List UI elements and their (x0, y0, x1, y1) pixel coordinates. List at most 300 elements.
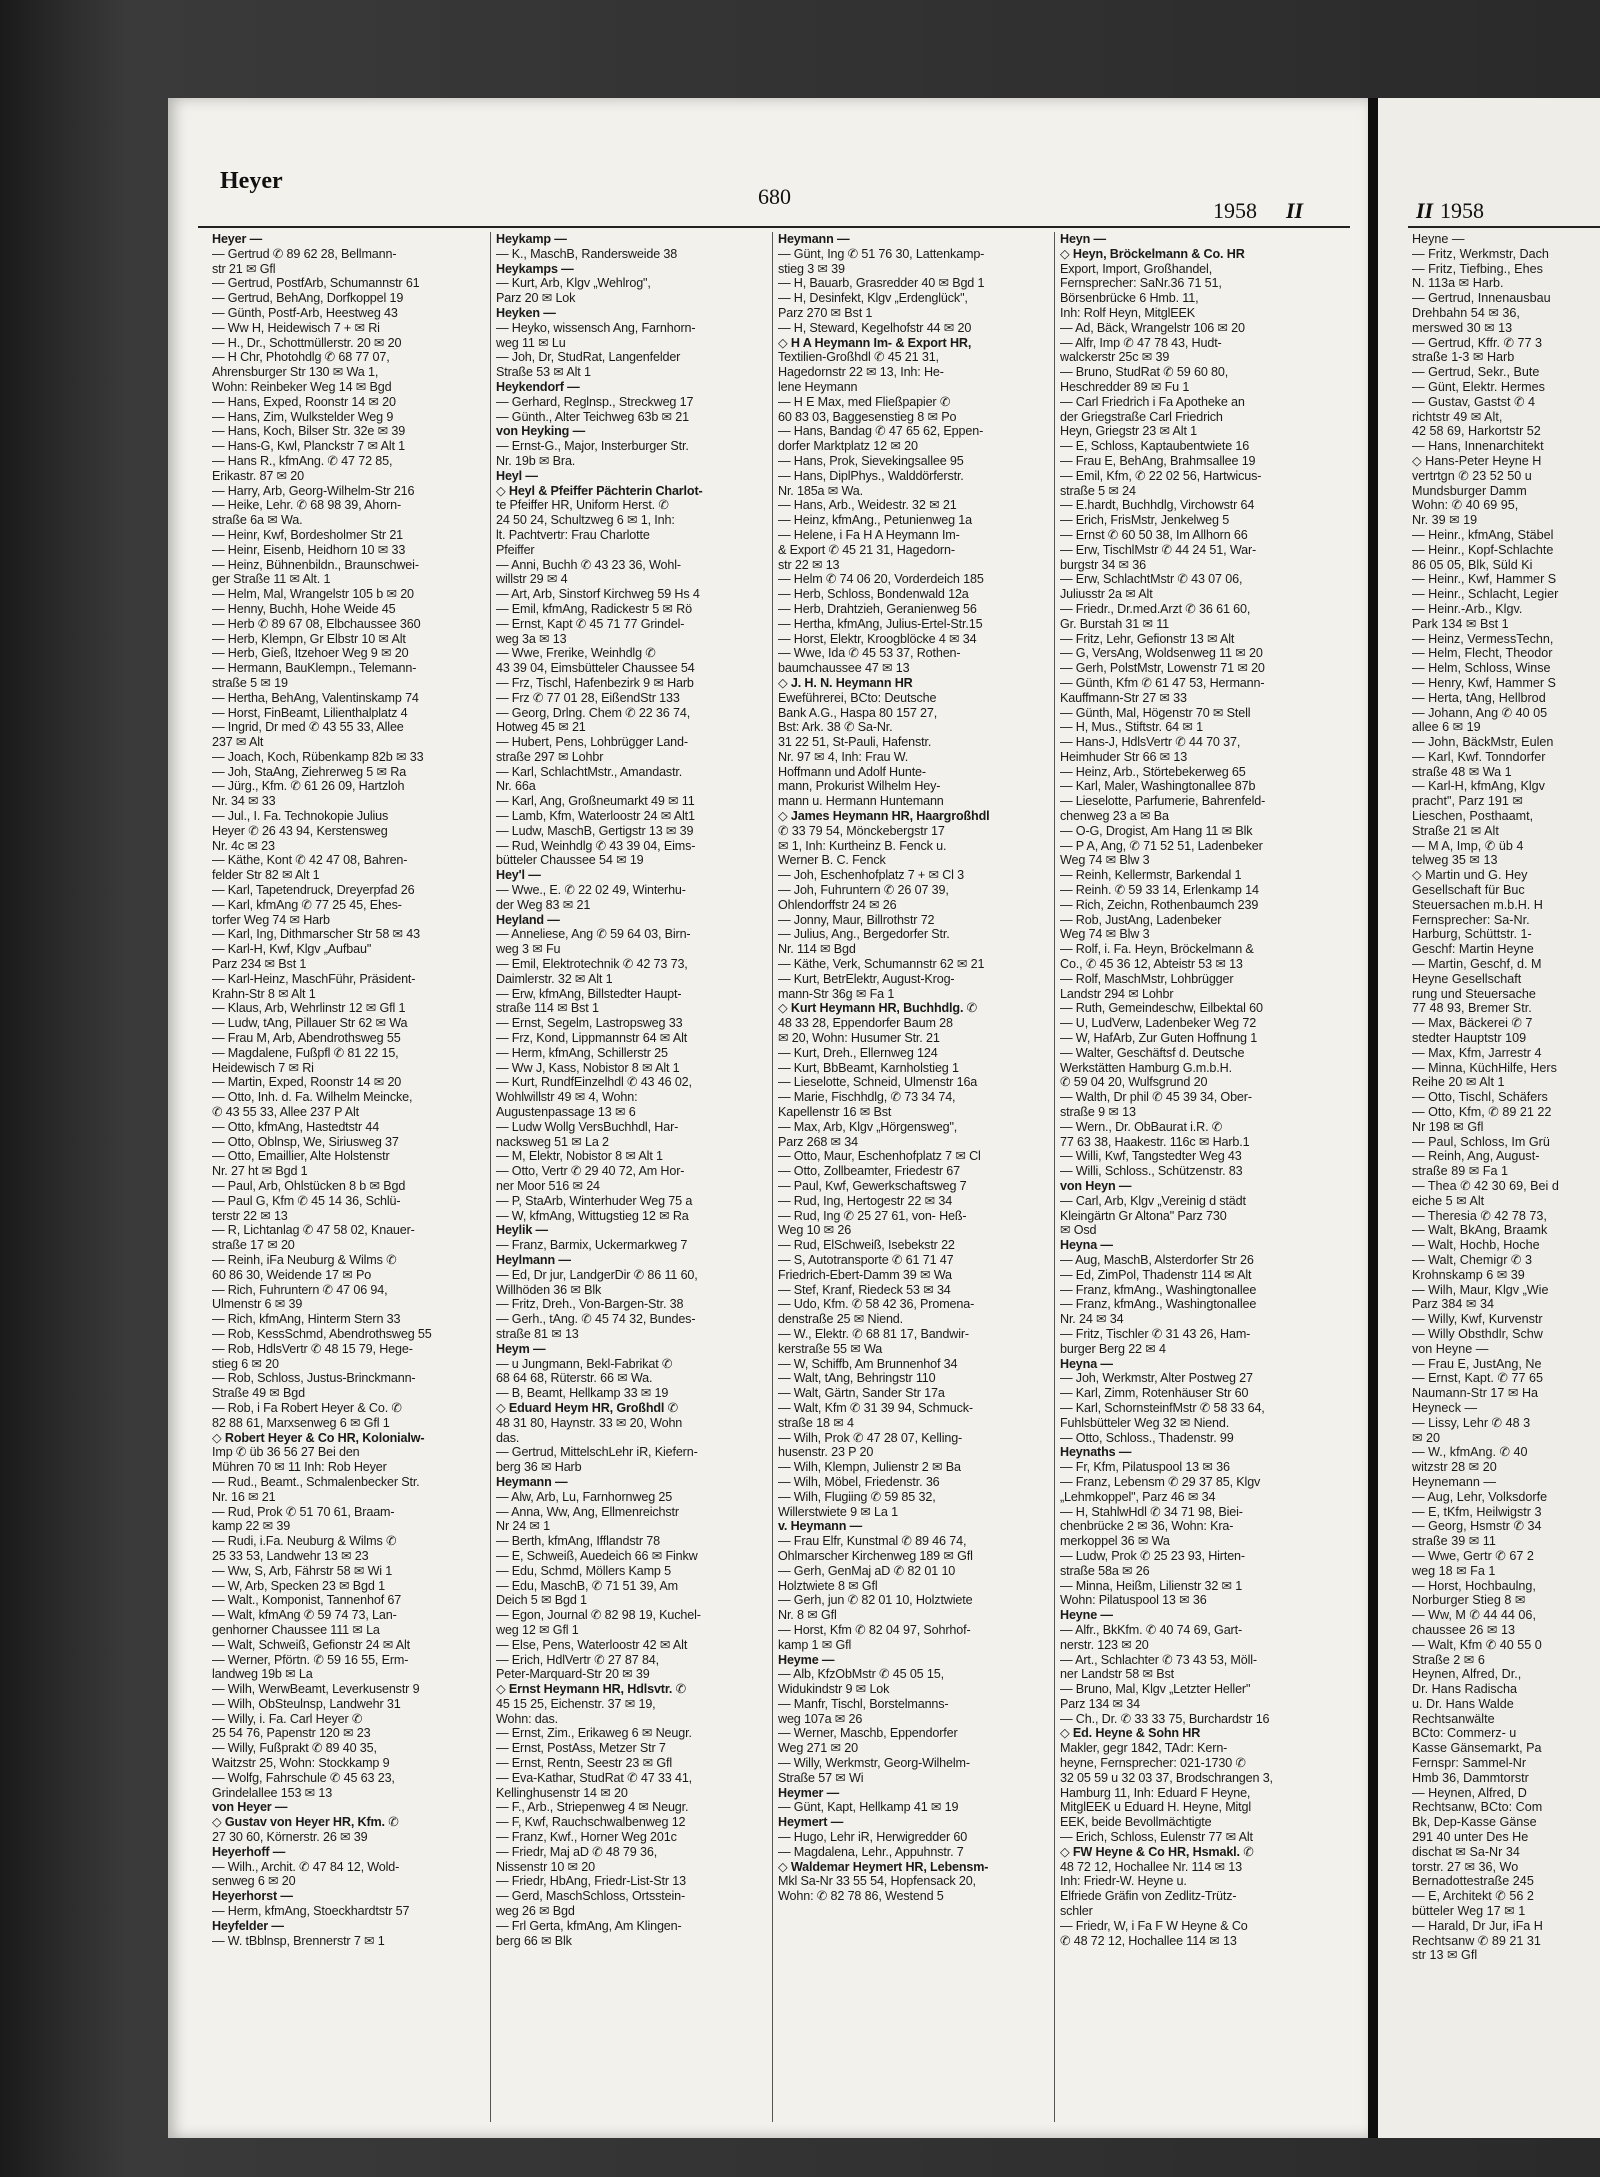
directory-entry-line: — Karl, Kwf. Tonndorfer (1412, 749, 1546, 764)
right-directory-column (1412, 232, 1600, 1963)
directory-entry-line: Pfeiffer (496, 542, 535, 557)
directory-entry-line: Heyna — (1060, 1238, 1113, 1253)
directory-entry-line: Kellinghusenstr 14 ✉ 20 (496, 1785, 628, 1800)
directory-entry-line: torstr. 27 ✉ 36, Wo (1412, 1859, 1519, 1874)
directory-entry-line: Heymer — (778, 1785, 840, 1800)
directory-entry-line: — Lamb, Kfm, Waterloostr 24 ✉ Alt1 (496, 809, 695, 824)
directory-entry-line: — K., MaschB, Randersweide 38 (496, 246, 678, 261)
directory-entry-line: 48 33 28, Eppendorfer Baum 28 (778, 1016, 953, 1031)
directory-entry-line: Nr. 97 ✉ 4, Inh: Frau W. (778, 749, 909, 764)
directory-entry-line: ✆ 43 55 33, Allee 237 P Alt (212, 1105, 360, 1120)
directory-entry-line: — Gertrud ✆ 89 62 28, Bellmann- (212, 246, 397, 261)
directory-entry-line: — Heyko, wissensch Ang, Farnhorn- (496, 320, 696, 335)
directory-column-3 (778, 232, 1050, 1904)
directory-entry-line: landweg 19b ✉ La (212, 1667, 313, 1682)
directory-entry-line: — Hans, Koch, Bilser Str. 32e ✉ 39 (212, 424, 406, 439)
directory-entry-line: — Lieselotte, Schneid, Ulmenstr 16a (778, 1075, 978, 1090)
directory-entry-line: — Else, Pens, Waterloostr 42 ✉ Alt (496, 1637, 688, 1652)
directory-entry-line: — Wolfg, Fahrschule ✆ 45 63 23, (212, 1770, 395, 1785)
directory-entry-line: — Friedr, Maj aD ✆ 48 79 36, (496, 1844, 658, 1859)
directory-entry-line: — H., Dr., Schottmüllerstr. 20 ✉ 20 (212, 335, 402, 350)
directory-entry-line: — Hertha, kfmAng, Julius-Ertel-Str.15 (778, 616, 983, 631)
directory-entry-line: — W, Schiffb, Am Brunnenhof 34 (778, 1356, 958, 1371)
directory-entry-line: burger Berg 22 ✉ 4 (1060, 1341, 1166, 1356)
directory-entry-line: — Horst, FinBeamt, Lilienthalplatz 4 (212, 705, 408, 720)
directory-entry-line: — Ch., Dr. ✆ 33 33 75, Burchardstr 16 (1060, 1711, 1270, 1726)
directory-entry-line: weg 12 ✉ Gfl 1 (496, 1622, 579, 1637)
directory-entry-line: Heyn — (1060, 232, 1106, 246)
directory-entry-line: Parz 384 ✉ 34 (1412, 1297, 1494, 1312)
directory-entry-line: — Hans, Zim, Wulkstelder Weg 9 (212, 409, 394, 424)
directory-entry-line: Nr. 185a ✉ Wa. (778, 483, 863, 498)
directory-entry-line: — Gerh, PolstMstr, Lowenstr 71 ✉ 20 (1060, 661, 1265, 676)
directory-entry-line: — Ruth, Gemeindeschw, Eilbektal 60 (1060, 1001, 1263, 1016)
directory-entry-line: lt. Pachtvertr: Frau Charlotte (496, 527, 650, 542)
directory-entry-line: — Walt, Kfm ✆ 40 55 0 (1412, 1637, 1542, 1652)
directory-entry-line: — Lissy, Lehr ✆ 48 3 (1412, 1415, 1531, 1430)
directory-entry-line: richtstr 49 ✉ Alt, (1412, 409, 1503, 424)
directory-entry-line: ◇ J. H. N. Heymann HR (778, 675, 913, 690)
directory-entry-line: — H Chr, Photohdlg ✆ 68 77 07, (212, 350, 390, 365)
directory-entry-line: — Alw, Arb, Lu, Farnhornweg 25 (496, 1489, 673, 1504)
directory-entry-line: — Hugo, Lehr iR, Herwigredder 60 (778, 1830, 968, 1845)
directory-entry-line: — U, LudVerw, Ladenbeker Weg 72 (1060, 1016, 1257, 1031)
directory-entry-line: Parz 134 ✉ 34 (1060, 1696, 1141, 1711)
directory-entry-line: straße 114 ✉ Bst 1 (496, 1001, 599, 1016)
directory-entry-line: — Minna, Heißm, Lilienstr 32 ✉ 1 (1060, 1578, 1243, 1593)
directory-entry-line: Heylik — (496, 1223, 548, 1238)
directory-entry-line: — Karl-Heinz, MaschFühr, Präsident- (212, 971, 416, 986)
directory-entry-line: — M, Elektr, Nobistor 8 ✉ Alt 1 (496, 1149, 663, 1164)
directory-entry-line: straße 58a ✉ 26 (1060, 1563, 1150, 1578)
directory-entry-line: straße 297 ✉ Lohbr (496, 749, 604, 764)
directory-entry-line: Hmb 36, Dammtorstr (1412, 1770, 1529, 1785)
directory-entry-line: — Herb ✆ 89 67 08, Elbchaussee 360 (212, 616, 421, 631)
directory-entry-line: Nr. 27 ht ✉ Bgd 1 (212, 1164, 308, 1179)
directory-entry-line: — Günth, Postf-Arb, Heestweg 43 (212, 305, 398, 320)
directory-entry-line: Naumann-Str 17 ✉ Ha (1412, 1386, 1539, 1401)
directory-entry-line: Willhöden 36 ✉ Blk (496, 1282, 602, 1297)
directory-entry-line: Gesellschaft für Buc (1412, 883, 1525, 898)
directory-entry-line: — W, HafArb, Zur Guten Hoffnung 1 (1060, 1031, 1258, 1046)
directory-entry-line: — Hans, DiplPhys., Walddörferstr. (778, 468, 964, 483)
directory-entry-line: — H, StahlwHdl ✆ 34 71 98, Biei- (1060, 1504, 1243, 1519)
directory-entry-line: — Joh, Werkmstr, Alter Postweg 27 (1060, 1371, 1253, 1386)
directory-entry-line: — Karl, Ang, Großneumarkt 49 ✉ 11 (496, 794, 695, 809)
directory-entry-line: — Karl, SchornsteinfMstr ✆ 58 33 64, (1060, 1400, 1265, 1415)
directory-page-right (1378, 98, 1600, 2138)
directory-entry-line: — Paul, Arb, Ohlstücken 8 b ✉ Bgd (212, 1179, 406, 1193)
directory-entry-line: ✉ 20, Wohn: Husumer Str. 21 (778, 1031, 940, 1046)
directory-entry-line: — Bruno, Mal, Klgv „Letzter Heller" (1060, 1682, 1251, 1697)
directory-entry-line: — Gerh., tAng. ✆ 45 74 32, Bundes- (496, 1312, 696, 1327)
directory-entry-line: Textilien-Großhdl ✆ 45 21 31, (778, 350, 939, 365)
directory-entry-line: Ahrensburger Str 130 ✉ Wa 1, (212, 365, 379, 380)
directory-entry-line: — W, kfmAng, Wittugstieg 12 ✉ Ra (496, 1208, 689, 1223)
directory-entry-line: — Magdalena, Lehr., Appuhnstr. 7 (778, 1844, 964, 1859)
directory-entry-line: — Hans, Exped, Roonstr 14 ✉ 20 (212, 394, 396, 409)
directory-entry-line: — Erich, FrisMstr, Jenkelweg 5 (1060, 513, 1230, 528)
directory-entry-line: Augustenpassage 13 ✉ 6 (496, 1105, 636, 1120)
directory-entry-line: weg 18 ✉ Fa 1 (1412, 1563, 1496, 1578)
directory-entry-line: Wohn: Reinbeker Weg 14 ✉ Bgd (212, 379, 392, 394)
directory-entry-line: — Franz, kfmAng., Washingtonallee (1060, 1297, 1257, 1312)
directory-entry-line: — E, Schweiß, Auedeich 66 ✉ Finkw (496, 1548, 698, 1563)
directory-entry-line: — Reinh, Ang, August- (1412, 1149, 1540, 1164)
directory-entry-line: stieg 3 ✉ 39 (778, 261, 845, 276)
directory-entry-line: 60 86 30, Weidende 17 ✉ Po (212, 1267, 372, 1282)
directory-entry-line: torfer Weg 74 ✉ Harb (212, 912, 330, 927)
directory-entry-line: — Rud, Prok ✆ 51 70 61, Braam- (212, 1504, 395, 1519)
directory-column-4 (1060, 232, 1360, 1948)
directory-entry-line: — Franz, Barmix, Uckermarkweg 7 (496, 1238, 688, 1253)
directory-entry-line: schler (1060, 1904, 1093, 1919)
directory-entry-line: Kapellenstr 16 ✉ Bst (778, 1105, 892, 1120)
right-running-head-volume: II (1416, 198, 1434, 223)
directory-entry-line: — Horst, Elektr, Kroogblöcke 4 ✉ 34 (778, 631, 977, 646)
running-head-volume: II (1286, 198, 1304, 223)
directory-entry-line: — Ludw Wollg VersBuchhdl, Har- (496, 1119, 679, 1134)
directory-entry-line: nacksweg 51 ✉ La 2 (496, 1134, 609, 1149)
directory-entry-line: — Walt, Hochb, Hoche (1412, 1238, 1540, 1253)
directory-entry-line: ◇ Eduard Heym HR, Großhdl ✆ (496, 1400, 679, 1415)
directory-entry-line: Parz 270 ✉ Bst 1 (778, 305, 873, 320)
directory-entry-line: — Günt, Kapt, Hellkamp 41 ✉ 19 (778, 1800, 959, 1815)
directory-entry-line: Friedrich-Ebert-Damm 39 ✉ Wa (778, 1267, 952, 1282)
directory-entry-line: mann u. Hermann Huntemann (778, 794, 944, 809)
directory-entry-line: — Helm ✆ 74 06 20, Vorderdeich 185 (778, 572, 984, 587)
directory-entry-line: ✉ 20 (1412, 1430, 1441, 1445)
directory-entry-line: Willerstwiete 9 ✉ La 1 (778, 1504, 898, 1519)
directory-entry-line: — Franz, kfmAng., Washingtonallee (1060, 1282, 1257, 1297)
directory-entry-line: Wohn: Pilatuspool 13 ✉ 36 (1060, 1593, 1207, 1608)
directory-entry-line: stedter Hauptstr 109 (1412, 1031, 1527, 1046)
directory-entry-line: — Rud, Ing, Hertogestr 22 ✉ 34 (778, 1193, 953, 1208)
directory-entry-line: ◇ Heyn, Bröckelmann & Co. HR (1060, 246, 1245, 261)
directory-entry-line: witzstr 28 ✉ 20 (1412, 1460, 1497, 1475)
directory-entry-line: — Klaus, Arb, Wehrlinstr 12 ✉ Gfl 1 (212, 1001, 406, 1016)
directory-entry-line: — Aug, Lehr, Volksdorfe (1412, 1489, 1548, 1504)
directory-entry-line: — W. tBblnsp, Brennerstr 7 ✉ 1 (212, 1933, 385, 1948)
directory-entry-line: — Otto, Oblnsp, We, Siriusweg 37 (212, 1134, 399, 1149)
directory-entry-line: — Friedr, HbAng, Friedr-List-Str 13 (496, 1874, 687, 1889)
right-running-head-year: 1958 (1440, 198, 1484, 223)
directory-entry-line: von Heyn — (1060, 1179, 1132, 1193)
directory-entry-line: — Lieselotte, Parfumerie, Bahrenfeld- (1060, 794, 1266, 809)
directory-entry-line: nerstr. 123 ✉ 20 (1060, 1637, 1149, 1652)
directory-entry-line: — Wilh, WerwBeamt, Leverkusenstr 9 (212, 1682, 420, 1697)
directory-entry-line: Bank A.G., Haspa 80 157 27, (778, 705, 938, 720)
directory-entry-line: „Lehmkoppel", Parz 46 ✉ 34 (1060, 1489, 1216, 1504)
directory-entry-line: — Wilh, Maur, Klgv „Wie (1412, 1282, 1549, 1297)
directory-entry-line: 77 63 38, Haakestr. 116c ✉ Harb.1 (1060, 1134, 1250, 1149)
directory-entry-line: — Frz ✆ 77 01 28, EißendStr 133 (496, 690, 680, 705)
directory-entry-line: Börsenbrücke 6 Hmb. 11, (1060, 291, 1199, 306)
directory-entry-line: — Walt, Gärtn, Sander Str 17a (778, 1386, 945, 1401)
directory-entry-line: — Wwe, Frerike, Weinhdlg ✆ (496, 646, 656, 661)
directory-entry-line: merkoppel 36 ✉ Wa (1060, 1534, 1170, 1549)
directory-entry-line: Mkl Sa-Nr 33 55 54, Hopfensack 20, (778, 1874, 976, 1889)
directory-entry-line: Fuhlsbütteler Weg 32 ✉ Niend. (1060, 1415, 1230, 1430)
directory-entry-line: — Wwe, Gertr ✆ 67 2 (1412, 1548, 1534, 1563)
directory-entry-line: str 21 ✉ Gfl (212, 261, 276, 276)
directory-entry-line: — Ernst-G., Major, Insterburger Str. (496, 439, 689, 454)
directory-entry-line: Heidewisch 7 ✉ Ri (212, 1060, 314, 1075)
directory-entry-line: — Hans, Arb., Weidestr. 32 ✉ 21 (778, 498, 957, 513)
directory-entry-line: der Weg 83 ✉ 21 (496, 897, 591, 912)
directory-entry-line: — Ernst, PostAss, Metzer Str 7 (496, 1741, 666, 1756)
directory-entry-line: — Otto, Tischl, Schäfers (1412, 1090, 1548, 1105)
directory-entry-line: ◇ Heyl & Pfeiffer Pächterin Charlot- (496, 483, 703, 498)
directory-entry-line: ✉ 1, Inh: Kurtheinz B. Fenck u. (778, 838, 947, 853)
directory-entry-line: — Jul., I. Fa. Technokopie Julius (212, 809, 389, 824)
directory-entry-line: dischat ✉ Sa-Nr 34 (1412, 1844, 1520, 1859)
directory-entry-line: — F., Arb., Striepenweg 4 ✉ Neugr. (496, 1800, 689, 1815)
directory-entry-line: — Ww J, Kass, Nobistor 8 ✉ Alt 1 (496, 1060, 680, 1075)
directory-entry-line: — Emil, Elektrotechnik ✆ 42 73 73, (496, 957, 688, 972)
directory-entry-line: ◇ Robert Heyer & Co HR, Kolonialw- (212, 1430, 425, 1445)
directory-entry-line: — Art, Arb, Sinstorf Kirchweg 59 Hs 4 (496, 587, 700, 602)
column-divider (490, 232, 491, 2122)
directory-entry-line: — Horst, Hochbaulng, (1412, 1578, 1536, 1593)
directory-entry-line: Bk, Dep-Kasse Gänse (1412, 1815, 1537, 1830)
directory-entry-line: Wohn: ✆ 82 78 86, Westend 5 (778, 1889, 944, 1904)
directory-entry-line: EEK, beide Bevollmächtigte (1060, 1815, 1212, 1830)
running-head-year: 1958 (1213, 198, 1257, 223)
directory-entry-line: — Günt, Elektr. Hermes (1412, 379, 1545, 394)
directory-entry-line: 24 50 24, Schultzweg 6 ✉ 1, Inh: (496, 513, 675, 528)
directory-entry-line: Nr. 114 ✉ Bgd (778, 942, 856, 957)
directory-entry-line: — Kurt, Arb, Klgv „Wehlrog", (496, 276, 651, 291)
directory-entry-line: Nr. 16 ✉ 21 (212, 1489, 276, 1504)
directory-entry-line: — W., kfmAng. ✆ 40 (1412, 1445, 1528, 1460)
directory-entry-line: — Karl, SchlachtMstr., Amandastr. (496, 764, 683, 779)
directory-entry-line: — Günth, Mal, Högenstr 70 ✉ Stell (1060, 705, 1251, 720)
directory-entry-line: 25 33 53, Landwehr 13 ✉ 23 (212, 1548, 369, 1563)
directory-entry-line: — Franz, Lebensm ✆ 29 37 85, Klgv (1060, 1474, 1261, 1489)
directory-entry-line: — Henry, Kwf, Hammer S (1412, 675, 1556, 690)
directory-entry-line: — Otto, Emaillier, Alte Holstenstr (212, 1149, 390, 1164)
directory-entry-line: Heimhuder Str 66 ✉ 13 (1060, 749, 1188, 764)
directory-entry-line: 27 30 60, Körnerstr. 26 ✉ 39 (212, 1830, 368, 1845)
directory-entry-line: — Wilh, Möbel, Friedenstr. 36 (778, 1474, 940, 1489)
directory-entry-line: Makler, gegr 1842, TAdr: Kern- (1060, 1741, 1228, 1756)
directory-entry-line: 25 54 76, Papenstr 120 ✉ 23 (212, 1726, 371, 1741)
directory-entry-line: Wohn: ✆ 40 69 95, (1412, 498, 1519, 513)
directory-entry-line: ◇ Kurt Heymann HR, Buchhdlg. ✆ (778, 1001, 978, 1016)
directory-entry-line: — Otto, Kfm, ✆ 89 21 22 (1412, 1105, 1552, 1120)
directory-entry-line: Straße 2 ✉ 6 (1412, 1652, 1485, 1667)
directory-entry-line: — Heinr, Eisenb, Heidhorn 10 ✉ 33 (212, 542, 406, 557)
directory-entry-line: — Herta, tAng, Hellbrod (1412, 690, 1546, 705)
directory-entry-line: — Hermann, BauKlempn., Telemann- (212, 661, 417, 676)
directory-entry-line: Heyn, Griegstr 23 ✉ Alt 1 (1060, 424, 1197, 439)
directory-entry-line: Ohlmarscher Kirchenweg 189 ✉ Gfl (778, 1548, 973, 1563)
directory-entry-line: von Heyer — (212, 1800, 288, 1815)
directory-entry-line: Weg 74 ✉ Blw 3 (1060, 927, 1150, 942)
directory-entry-line: weg 11 ✉ Lu (496, 335, 566, 350)
directory-entry-line: Nr. 39 ✉ 19 (1412, 513, 1478, 528)
directory-entry-line: 291 40 unter Des He (1412, 1830, 1529, 1845)
directory-entry-line: — Kurt, BetrElektr, August-Krog- (778, 971, 955, 986)
directory-entry-line: kamp 1 ✉ Gfl (778, 1637, 852, 1652)
directory-entry-line: Heyne Gesellschaft (1412, 971, 1522, 986)
directory-entry-line: Hamburg 11, Inh: Eduard F Heyne, (1060, 1785, 1251, 1800)
directory-entry-line: Eweführerei, BCto: Deutsche (778, 690, 937, 705)
right-header-rule (1408, 226, 1600, 228)
directory-entry-line: — Rud, Ing ✆ 25 27 61, von- Heß- (778, 1208, 967, 1223)
directory-entry-line: rung und Steuersache (1412, 986, 1536, 1001)
directory-entry-line: — Rob, KessSchmd, Abendrothsweg 55 (212, 1326, 432, 1341)
directory-entry-line: Nr. 24 ✉ 34 (1060, 1312, 1124, 1327)
directory-entry-line: — R, Lichtanlag ✆ 47 58 02, Knauer- (212, 1223, 415, 1238)
directory-entry-line: Heyfelder — (212, 1918, 284, 1933)
directory-entry-line: kerstraße 55 ✉ Wa (778, 1341, 883, 1356)
directory-entry-line: — Ed, Dr jur, LandgerDir ✆ 86 11 60, (496, 1267, 698, 1282)
directory-entry-line: — Fritz, Tischler ✆ 31 43 26, Ham- (1060, 1326, 1251, 1341)
directory-entry-line: — Ernst, Segelm, Lastropsweg 33 (496, 1016, 683, 1031)
directory-entry-line: — E, tKfm, Heilwigstr 3 (1412, 1504, 1542, 1519)
directory-entry-line: — Helm, Schloss, Winse (1412, 661, 1551, 676)
directory-entry-line: — Heinr., Kwf, Hammer S (1412, 572, 1557, 587)
directory-entry-line: der Griegstraße Carl Friedrich (1060, 409, 1223, 424)
directory-entry-line: — B, Beamt, Hellkamp 33 ✉ 19 (496, 1386, 669, 1401)
directory-entry-line: — Paul G, Kfm ✆ 45 14 36, Schlü- (212, 1193, 401, 1208)
directory-entry-line: Kasse Gänsemarkt, Pa (1412, 1741, 1542, 1756)
directory-entry-line: — Karl, Ing, Dithmarscher Str 58 ✉ 43 (212, 927, 420, 942)
directory-entry-line: — Georg, Hsmstr ✆ 34 (1412, 1519, 1542, 1534)
directory-entry-line: Nr. 4c ✉ 23 (212, 838, 275, 853)
directory-entry-line: — Manfr, Tischl, Borstelmanns- (778, 1696, 949, 1711)
directory-entry-line: — G, VersAng, Woldsenweg 11 ✉ 20 (1060, 646, 1263, 661)
directory-entry-line: ◇ Ernst Heymann HR, Hdlsvtr. ✆ (496, 1682, 686, 1697)
directory-entry-line: — Joh, StaAng, Ziehrerweg 5 ✉ Ra (212, 764, 407, 779)
directory-entry-line: — Gerhard, Reglnsp., Streckweg 17 (496, 394, 694, 409)
directory-entry-line: — Heinr., Kopf-Schlachte (1412, 542, 1554, 557)
directory-entry-line: — Carl, Arb, Klgv „Vereinig d städt (1060, 1193, 1246, 1208)
directory-entry-line: telweg 35 ✉ 13 (1412, 853, 1498, 868)
directory-entry-line: — Frau E, JustAng, Ne (1412, 1356, 1542, 1371)
directory-entry-line: — Rolf, i. Fa. Heyn, Bröckelmann & (1060, 942, 1254, 957)
directory-entry-line: — Willy Obsthdlr, Schw (1412, 1326, 1543, 1341)
directory-entry-line: — Julius, Ang., Bergedorfer Str. (778, 927, 950, 942)
directory-entry-line: Nr. 66a (496, 779, 536, 794)
directory-entry-line: — Hans R., kfmAng. ✆ 47 72 85, (212, 453, 393, 468)
directory-entry-line: — Walth, Dr phil ✆ 45 39 34, Ober- (1060, 1090, 1252, 1105)
directory-entry-line: 77 48 93, Bremer Str. (1412, 1001, 1532, 1016)
directory-entry-line: v. Heymann — (778, 1519, 863, 1534)
directory-entry-line: — Rich, Fuhruntern ✆ 47 06 94, (212, 1282, 388, 1297)
directory-entry-line: — Rud., Beamt., Schmalenbecker Str. (212, 1474, 420, 1489)
directory-entry-line: — Otto, Maur, Eschenhofplatz 7 ✉ Cl (778, 1149, 981, 1164)
directory-entry-line: 82 88 61, Marxsenweg 6 ✉ Gfl 1 (212, 1415, 390, 1430)
directory-entry-line: ◇ Martin und G. Hey (1412, 868, 1528, 883)
directory-entry-line: — Edu, Schmd, Möllers Kamp 5 (496, 1563, 671, 1578)
directory-entry-line: — u Jungmann, Bekl-Fabrikat ✆ (496, 1356, 673, 1371)
directory-entry-line: Heyna — (1060, 1356, 1113, 1371)
directory-entry-line: — Karl, Zimm, Rotenhäuser Str 60 (1060, 1386, 1249, 1401)
directory-entry-line: — Reinh, Kellermstr, Barkendal 1 (1060, 868, 1242, 883)
directory-entry-line: — Herb, Schloss, Bondenwald 12a (778, 587, 969, 602)
directory-entry-line: — Herm, kfmAng, Stoeckhardtstr 57 (212, 1904, 410, 1919)
directory-entry-line: — Willy, Werkmstr, Georg-Wilhelm- (778, 1756, 970, 1771)
directory-entry-line: Peter-Marquard-Str 20 ✉ 39 (496, 1667, 650, 1682)
directory-entry-line: bütteler Chaussee 54 ✉ 19 (496, 853, 644, 868)
directory-entry-line: Straße 53 ✉ Alt 1 (496, 365, 591, 380)
directory-entry-line: Grindelallee 153 ✉ 13 (212, 1785, 333, 1800)
directory-entry-line: — Horst, Kfm ✆ 82 04 97, Sohrhof- (778, 1622, 971, 1637)
directory-entry-line: — E, Architekt ✆ 56 2 (1412, 1889, 1534, 1904)
directory-entry-line: Rechtsanw, BCto: Com (1412, 1800, 1543, 1815)
directory-entry-line: — Anneliese, Ang ✆ 59 64 03, Birn- (496, 927, 691, 942)
directory-entry-line: — Ad, Bäck, Wrangelstr 106 ✉ 20 (1060, 320, 1245, 335)
directory-entry-line: eiche 5 ✉ Alt (1412, 1193, 1485, 1208)
directory-entry-line: — Gertrud, Sekr., Bute (1412, 365, 1540, 380)
directory-entry-line: ◇ Gustav von Heyer HR, Kfm. ✆ (212, 1815, 399, 1830)
directory-entry-line: — Rob, HdlsVertr ✆ 48 15 79, Hege- (212, 1341, 413, 1356)
directory-entry-line: Widukindstr 9 ✉ Lok (778, 1682, 890, 1697)
directory-entry-line: straße 48 ✉ Wa 1 (1412, 764, 1512, 779)
directory-entry-line: Holztwiete 8 ✉ Gfl (778, 1578, 878, 1593)
directory-entry-line: — Käthe, Kont ✆ 42 47 08, Bahren- (212, 853, 408, 868)
directory-entry-line: — Fr, Kfm, Pilatuspool 13 ✉ 36 (1060, 1460, 1230, 1475)
directory-entry-line: 68 64 68, Rüterstr. 66 ✉ Wa. (496, 1371, 653, 1386)
directory-entry-line: — Karl, Maler, Washingtonallee 87b (1060, 779, 1256, 794)
column-divider (1054, 232, 1055, 2122)
directory-entry-line: 45 15 25, Eichenstr. 37 ✉ 19, (496, 1696, 656, 1711)
directory-entry-line: Rechtsanwälte (1412, 1711, 1495, 1726)
directory-entry-line: — Max, Kfm, Jarrestr 4 (1412, 1045, 1542, 1060)
directory-entry-line: Heyneck — (1412, 1400, 1478, 1415)
directory-entry-line: — Wwe, Ida ✆ 45 53 37, Rothen- (778, 646, 961, 661)
directory-entry-line: Hotweg 45 ✉ 21 (496, 720, 586, 735)
directory-entry-line: allee 6 ✉ 19 (1412, 720, 1481, 735)
directory-entry-line: — Alfr, Imp ✆ 47 78 43, Hudt- (1060, 335, 1222, 350)
directory-entry-line: Weg 271 ✉ 20 (778, 1741, 858, 1756)
directory-entry-line: — Rob, i Fa Robert Heyer & Co. ✆ (212, 1400, 402, 1415)
directory-entry-line: — Rich, Zeichn, Rothenbaumch 239 (1060, 897, 1259, 912)
directory-page-left (168, 98, 1368, 2138)
directory-entry-line: Nr. 8 ✉ Gfl (778, 1608, 837, 1623)
directory-entry-line: Heyne — (1060, 1608, 1113, 1623)
directory-entry-line: — Fritz, Dreh., Von-Bargen-Str. 38 (496, 1297, 684, 1312)
directory-entry-line: — Franz, Kwf., Horner Weg 201c (496, 1830, 677, 1845)
directory-entry-line: — Gerh, GenMaj aD ✆ 82 01 10 (778, 1563, 956, 1578)
directory-entry-line: walckerstr 25c ✉ 39 (1060, 350, 1170, 365)
directory-entry-line: Reihe 20 ✉ Alt 1 (1412, 1075, 1505, 1090)
directory-entry-line: 48 31 80, Haynstr. 33 ✉ 20, Wohn (496, 1415, 683, 1430)
directory-entry-line: lene Heymann (778, 379, 858, 394)
directory-entry-line: ✉ Osd (1060, 1223, 1097, 1238)
directory-entry-line: Juliusstr 2a ✉ Alt (1060, 587, 1153, 602)
directory-entry-line: — Ed, ZimPol, Thadenstr 114 ✉ Alt (1060, 1267, 1252, 1282)
directory-entry-line: husenstr. 23 P 20 (778, 1445, 874, 1460)
directory-entry-line: Landstr 294 ✉ Lohbr (1060, 986, 1174, 1001)
directory-entry-line: — Erw, SchlachtMstr ✆ 43 07 06, (1060, 572, 1243, 587)
directory-entry-line: willstr 29 ✉ 4 (496, 572, 568, 587)
directory-entry-line: — Gertrud, BehAng, Dorfkoppel 19 (212, 291, 404, 306)
directory-entry-line: straße 1-3 ✉ Harb (1412, 350, 1515, 365)
directory-entry-line: Straße 21 ✉ Alt (1412, 823, 1499, 838)
directory-entry-line: Nr 198 ✉ Gfl (1412, 1119, 1484, 1134)
directory-entry-line: — Edu, MaschB, ✆ 71 51 39, Am (496, 1578, 678, 1593)
directory-entry-line: Parz 20 ✉ Lok (496, 291, 576, 306)
directory-entry-line: — Hans, Bandag ✆ 47 65 62, Eppen- (778, 424, 984, 439)
directory-entry-line: — Fritz, Werkmstr, Dach (1412, 246, 1549, 261)
directory-entry-line: Nr 24 ✉ 1 (496, 1519, 550, 1534)
directory-entry-line: — Rolf, MaschMstr, Lohbrügger (1060, 971, 1234, 986)
directory-entry-line: Heyne — (1412, 232, 1465, 246)
